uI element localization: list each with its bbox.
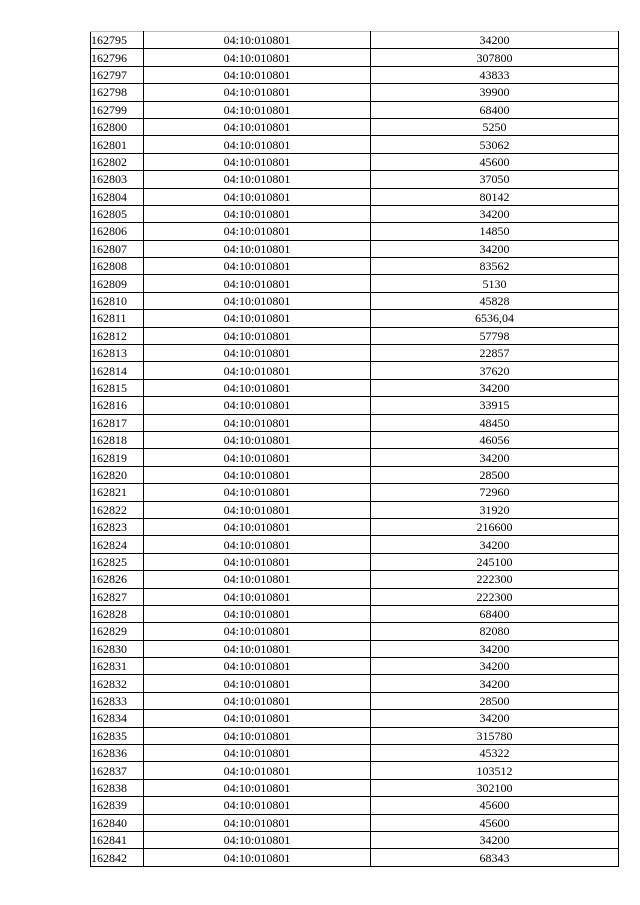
value-cell: 315780 <box>371 727 619 744</box>
record-id-cell: 162832 <box>91 675 144 692</box>
cadastral-code-cell: 04:10:010801 <box>144 414 371 431</box>
cadastral-code-cell: 04:10:010801 <box>144 205 371 222</box>
table-row <box>91 101 619 118</box>
table-row <box>91 553 619 570</box>
value-cell: 34200 <box>371 536 619 553</box>
record-id-cell: 162810 <box>91 292 144 309</box>
record-id-cell: 162814 <box>91 362 144 379</box>
value-cell: 28500 <box>371 466 619 483</box>
record-id-cell: 162831 <box>91 658 144 675</box>
record-id-cell: 162822 <box>91 501 144 518</box>
value-cell: 34200 <box>371 710 619 727</box>
record-id-cell: 162798 <box>91 84 144 101</box>
table-row <box>91 414 619 431</box>
cadastral-code-cell: 04:10:010801 <box>144 588 371 605</box>
record-id-cell: 162815 <box>91 379 144 396</box>
table-row <box>91 32 619 49</box>
record-id-cell: 162818 <box>91 431 144 448</box>
table-row <box>91 814 619 831</box>
cadastral-code-cell: 04:10:010801 <box>144 258 371 275</box>
table-row <box>91 345 619 362</box>
table-row <box>91 779 619 796</box>
table-row <box>91 623 619 640</box>
table-row <box>91 745 619 762</box>
value-cell: 34200 <box>371 32 619 49</box>
value-cell: 5250 <box>371 118 619 135</box>
record-id-cell: 162808 <box>91 258 144 275</box>
table-row <box>91 849 619 866</box>
record-id-cell: 162833 <box>91 692 144 709</box>
cadastral-code-cell: 04:10:010801 <box>144 32 371 49</box>
table-row <box>91 692 619 709</box>
record-id-cell: 162811 <box>91 310 144 327</box>
cadastral-code-cell: 04:10:010801 <box>144 849 371 866</box>
cadastral-code-cell: 04:10:010801 <box>144 605 371 622</box>
table-row <box>91 66 619 83</box>
cadastral-code-cell: 04:10:010801 <box>144 188 371 205</box>
table-row <box>91 762 619 779</box>
value-cell: 37050 <box>371 171 619 188</box>
value-cell: 14850 <box>371 223 619 240</box>
cadastral-code-cell: 04:10:010801 <box>144 675 371 692</box>
record-id-cell: 162827 <box>91 588 144 605</box>
record-id-cell: 162819 <box>91 449 144 466</box>
cadastral-code-cell: 04:10:010801 <box>144 571 371 588</box>
record-id-cell: 162841 <box>91 831 144 848</box>
table-row <box>91 84 619 101</box>
table-row <box>91 536 619 553</box>
cadastral-code-cell: 04:10:010801 <box>144 153 371 170</box>
table-row <box>91 240 619 257</box>
table-row <box>91 205 619 222</box>
record-id-cell: 162834 <box>91 710 144 727</box>
value-cell: 245100 <box>371 553 619 570</box>
value-cell: 34200 <box>371 831 619 848</box>
record-id-cell: 162802 <box>91 153 144 170</box>
value-cell: 45322 <box>371 745 619 762</box>
table-row <box>91 223 619 240</box>
value-cell: 34200 <box>371 240 619 257</box>
record-id-cell: 162813 <box>91 345 144 362</box>
value-cell: 222300 <box>371 571 619 588</box>
record-id-cell: 162837 <box>91 762 144 779</box>
record-id-cell: 162825 <box>91 553 144 570</box>
cadastral-code-cell: 04:10:010801 <box>144 466 371 483</box>
cadastral-code-cell: 04:10:010801 <box>144 449 371 466</box>
table-row <box>91 431 619 448</box>
cadastral-code-cell: 04:10:010801 <box>144 327 371 344</box>
record-id-cell: 162823 <box>91 518 144 535</box>
table-row <box>91 797 619 814</box>
record-id-cell: 162796 <box>91 49 144 66</box>
records-table-body <box>91 32 619 867</box>
value-cell: 34200 <box>371 640 619 657</box>
record-id-cell: 162806 <box>91 223 144 240</box>
value-cell: 45600 <box>371 814 619 831</box>
cadastral-code-cell: 04:10:010801 <box>144 501 371 518</box>
table-row <box>91 258 619 275</box>
cadastral-code-cell: 04:10:010801 <box>144 136 371 153</box>
record-id-cell: 162797 <box>91 66 144 83</box>
cadastral-code-cell: 04:10:010801 <box>144 553 371 570</box>
value-cell: 307800 <box>371 49 619 66</box>
cadastral-code-cell: 04:10:010801 <box>144 814 371 831</box>
cadastral-code-cell: 04:10:010801 <box>144 710 371 727</box>
table-row <box>91 484 619 501</box>
cadastral-code-cell: 04:10:010801 <box>144 779 371 796</box>
value-cell: 216600 <box>371 518 619 535</box>
cadastral-code-cell: 04:10:010801 <box>144 762 371 779</box>
cadastral-code-cell: 04:10:010801 <box>144 484 371 501</box>
value-cell: 34200 <box>371 449 619 466</box>
cadastral-code-cell: 04:10:010801 <box>144 66 371 83</box>
table-row <box>91 292 619 309</box>
cadastral-code-cell: 04:10:010801 <box>144 692 371 709</box>
table-row <box>91 571 619 588</box>
table-row <box>91 831 619 848</box>
cadastral-code-cell: 04:10:010801 <box>144 397 371 414</box>
table-row <box>91 518 619 535</box>
record-id-cell: 162829 <box>91 623 144 640</box>
cadastral-code-cell: 04:10:010801 <box>144 171 371 188</box>
table-row <box>91 588 619 605</box>
record-id-cell: 162826 <box>91 571 144 588</box>
cadastral-code-cell: 04:10:010801 <box>144 345 371 362</box>
record-id-cell: 162805 <box>91 205 144 222</box>
table-row <box>91 605 619 622</box>
cadastral-code-cell: 04:10:010801 <box>144 640 371 657</box>
record-id-cell: 162809 <box>91 275 144 292</box>
value-cell: 22857 <box>371 345 619 362</box>
value-cell: 46056 <box>371 431 619 448</box>
cadastral-code-cell: 04:10:010801 <box>144 118 371 135</box>
value-cell: 37620 <box>371 362 619 379</box>
cadastral-code-cell: 04:10:010801 <box>144 292 371 309</box>
record-id-cell: 162803 <box>91 171 144 188</box>
value-cell: 34200 <box>371 675 619 692</box>
cadastral-code-cell: 04:10:010801 <box>144 101 371 118</box>
value-cell: 5130 <box>371 275 619 292</box>
value-cell: 68343 <box>371 849 619 866</box>
cadastral-code-cell: 04:10:010801 <box>144 623 371 640</box>
table-row <box>91 327 619 344</box>
value-cell: 68400 <box>371 101 619 118</box>
cadastral-code-cell: 04:10:010801 <box>144 727 371 744</box>
table-row <box>91 710 619 727</box>
value-cell: 43833 <box>371 66 619 83</box>
record-id-cell: 162801 <box>91 136 144 153</box>
cadastral-code-cell: 04:10:010801 <box>144 310 371 327</box>
cadastral-code-cell: 04:10:010801 <box>144 536 371 553</box>
value-cell: 57798 <box>371 327 619 344</box>
table-row <box>91 449 619 466</box>
record-id-cell: 162842 <box>91 849 144 866</box>
value-cell: 82080 <box>371 623 619 640</box>
value-cell: 103512 <box>371 762 619 779</box>
table-row <box>91 362 619 379</box>
cadastral-code-cell: 04:10:010801 <box>144 831 371 848</box>
cadastral-code-cell: 04:10:010801 <box>144 49 371 66</box>
table-row <box>91 640 619 657</box>
value-cell: 6536,04 <box>371 310 619 327</box>
record-id-cell: 162795 <box>91 32 144 49</box>
value-cell: 39900 <box>371 84 619 101</box>
table-row <box>91 501 619 518</box>
record-id-cell: 162835 <box>91 727 144 744</box>
cadastral-code-cell: 04:10:010801 <box>144 658 371 675</box>
table-row <box>91 727 619 744</box>
cadastral-code-cell: 04:10:010801 <box>144 379 371 396</box>
cadastral-code-cell: 04:10:010801 <box>144 797 371 814</box>
value-cell: 28500 <box>371 692 619 709</box>
value-cell: 48450 <box>371 414 619 431</box>
table-row <box>91 153 619 170</box>
record-id-cell: 162836 <box>91 745 144 762</box>
record-id-cell: 162812 <box>91 327 144 344</box>
records-table <box>90 31 619 867</box>
table-row <box>91 275 619 292</box>
value-cell: 45600 <box>371 797 619 814</box>
cadastral-code-cell: 04:10:010801 <box>144 362 371 379</box>
value-cell: 34200 <box>371 379 619 396</box>
record-id-cell: 162821 <box>91 484 144 501</box>
value-cell: 45600 <box>371 153 619 170</box>
record-id-cell: 162840 <box>91 814 144 831</box>
table-row <box>91 118 619 135</box>
value-cell: 83562 <box>371 258 619 275</box>
record-id-cell: 162820 <box>91 466 144 483</box>
value-cell: 31920 <box>371 501 619 518</box>
cadastral-code-cell: 04:10:010801 <box>144 275 371 292</box>
value-cell: 302100 <box>371 779 619 796</box>
record-id-cell: 162839 <box>91 797 144 814</box>
record-id-cell: 162830 <box>91 640 144 657</box>
table-row <box>91 397 619 414</box>
record-id-cell: 162807 <box>91 240 144 257</box>
value-cell: 33915 <box>371 397 619 414</box>
value-cell: 68400 <box>371 605 619 622</box>
cadastral-code-cell: 04:10:010801 <box>144 518 371 535</box>
record-id-cell: 162800 <box>91 118 144 135</box>
value-cell: 222300 <box>371 588 619 605</box>
record-id-cell: 162804 <box>91 188 144 205</box>
cadastral-code-cell: 04:10:010801 <box>144 240 371 257</box>
record-id-cell: 162817 <box>91 414 144 431</box>
table-row <box>91 658 619 675</box>
table-row <box>91 49 619 66</box>
cadastral-code-cell: 04:10:010801 <box>144 745 371 762</box>
table-row <box>91 466 619 483</box>
cadastral-code-cell: 04:10:010801 <box>144 431 371 448</box>
value-cell: 80142 <box>371 188 619 205</box>
record-id-cell: 162824 <box>91 536 144 553</box>
value-cell: 72960 <box>371 484 619 501</box>
record-id-cell: 162828 <box>91 605 144 622</box>
table-row <box>91 188 619 205</box>
table-row <box>91 310 619 327</box>
table-row <box>91 379 619 396</box>
value-cell: 53062 <box>371 136 619 153</box>
value-cell: 34200 <box>371 205 619 222</box>
value-cell: 34200 <box>371 658 619 675</box>
record-id-cell: 162799 <box>91 101 144 118</box>
record-id-cell: 162816 <box>91 397 144 414</box>
table-row <box>91 136 619 153</box>
cadastral-code-cell: 04:10:010801 <box>144 84 371 101</box>
cadastral-code-cell: 04:10:010801 <box>144 223 371 240</box>
table-row <box>91 675 619 692</box>
value-cell: 45828 <box>371 292 619 309</box>
table-row <box>91 171 619 188</box>
record-id-cell: 162838 <box>91 779 144 796</box>
